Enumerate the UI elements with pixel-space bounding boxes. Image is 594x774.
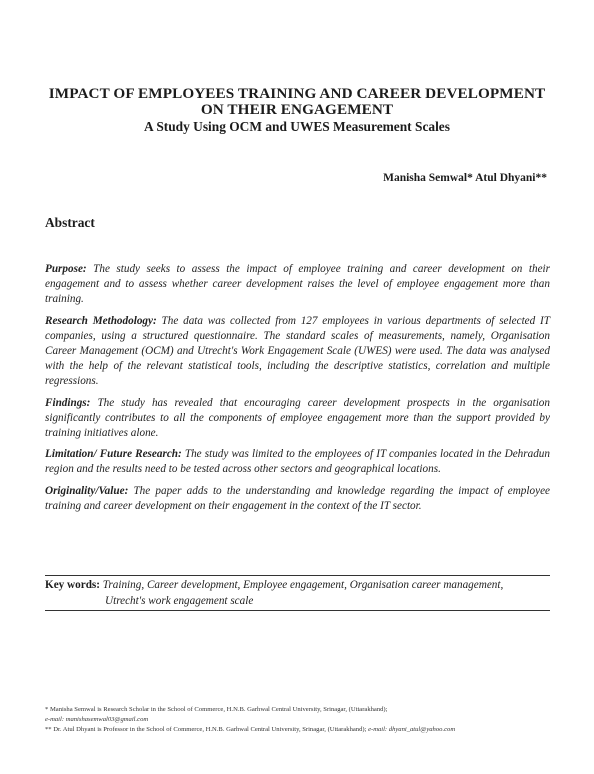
keywords-text-1: Training, Career development, Employee engagement, Organisation career management, xyxy=(100,579,504,591)
abstract-heading: Abstract xyxy=(45,215,95,230)
originality-text: The paper adds to the understanding and knowledge regarding the impact of employee training and career development on their engagement in the context of the IT sector. xyxy=(45,484,550,512)
keywords-block xyxy=(45,577,550,609)
footnote-2 xyxy=(45,725,555,735)
author-names: Manisha Semwal* Atul Dhyani** xyxy=(383,172,547,184)
paper-subtitle: A Study Using OCM and UWES Measurement Scales xyxy=(144,119,450,134)
keywords-line-2: Utrecht's work engagement scale xyxy=(105,595,254,607)
footnote-2-email: e-mail: dhyani_atul@yahoo.com xyxy=(368,726,456,734)
abstract-purpose xyxy=(45,262,550,308)
abstract-body xyxy=(45,262,550,520)
footnote-1-email: e-mail: manishasemwal03@gmail.com xyxy=(45,716,149,724)
findings-label: Findings: xyxy=(45,396,91,409)
methodology-text: The data was collected from 127 employees in various departments of selected IT companies, using a structured questionnaire. The standard scales of measurements, namely, Organisation Career Management (OCM) and Utrecht's Work Engagement Scale (UWES) were used. The data was analysed with the help of the relevant statistical tools, including the descriptive statistics, correlation and multiple regressions. xyxy=(45,314,550,388)
paper-title-line-1: IMPACT OF EMPLOYEES TRAINING AND CAREER DEVELOPMENT xyxy=(48,85,546,102)
originality-label: Originality/Value: xyxy=(45,484,129,497)
abstract-originality xyxy=(45,484,550,514)
footnote-1: * Manisha Semwal is Research Scholar in the School of Commerce, H.N.B. Garhwal Central University, Srinagar, (Uttarakhand); xyxy=(45,706,388,713)
abstract-findings xyxy=(45,396,550,442)
keywords-bottom-rule xyxy=(45,610,550,611)
limitation-text: The study was limited to the employees of IT companies located in the Dehradun region and the results need to be tested across other sectors and geographical locations. xyxy=(45,448,550,476)
methodology-label: Research Methodology: xyxy=(45,314,157,327)
footnotes xyxy=(45,705,555,736)
abstract-limitation xyxy=(45,447,550,477)
abstract-methodology xyxy=(45,314,550,390)
purpose-label: Purpose: xyxy=(45,263,87,275)
footnote-2-text: ** Dr. Atul Dhyani is Professor in the School of Commerce, H.N.B. Garhwal Central University, Srinagar, (Uttarakhand); xyxy=(45,726,369,734)
limitation-label: Limitation/ Future Research: xyxy=(45,448,182,461)
findings-text: The study has revealed that encouraging career development prospects in the organisation significantly contributes to all the components of employee engagement more than the support provided by training initiatives alone. xyxy=(45,396,550,440)
paper-title-line-2: ON THEIR ENGAGEMENT xyxy=(200,101,394,118)
keywords-label: Key words: xyxy=(45,579,100,591)
keywords-top-rule xyxy=(45,575,550,576)
title-block xyxy=(30,86,564,135)
purpose-text: The study seeks to assess the impact of employee training and career development on their engagement and to assess whether career development raises the level of employee engagement more than training. xyxy=(45,263,550,306)
keywords-line-1 xyxy=(45,577,550,593)
